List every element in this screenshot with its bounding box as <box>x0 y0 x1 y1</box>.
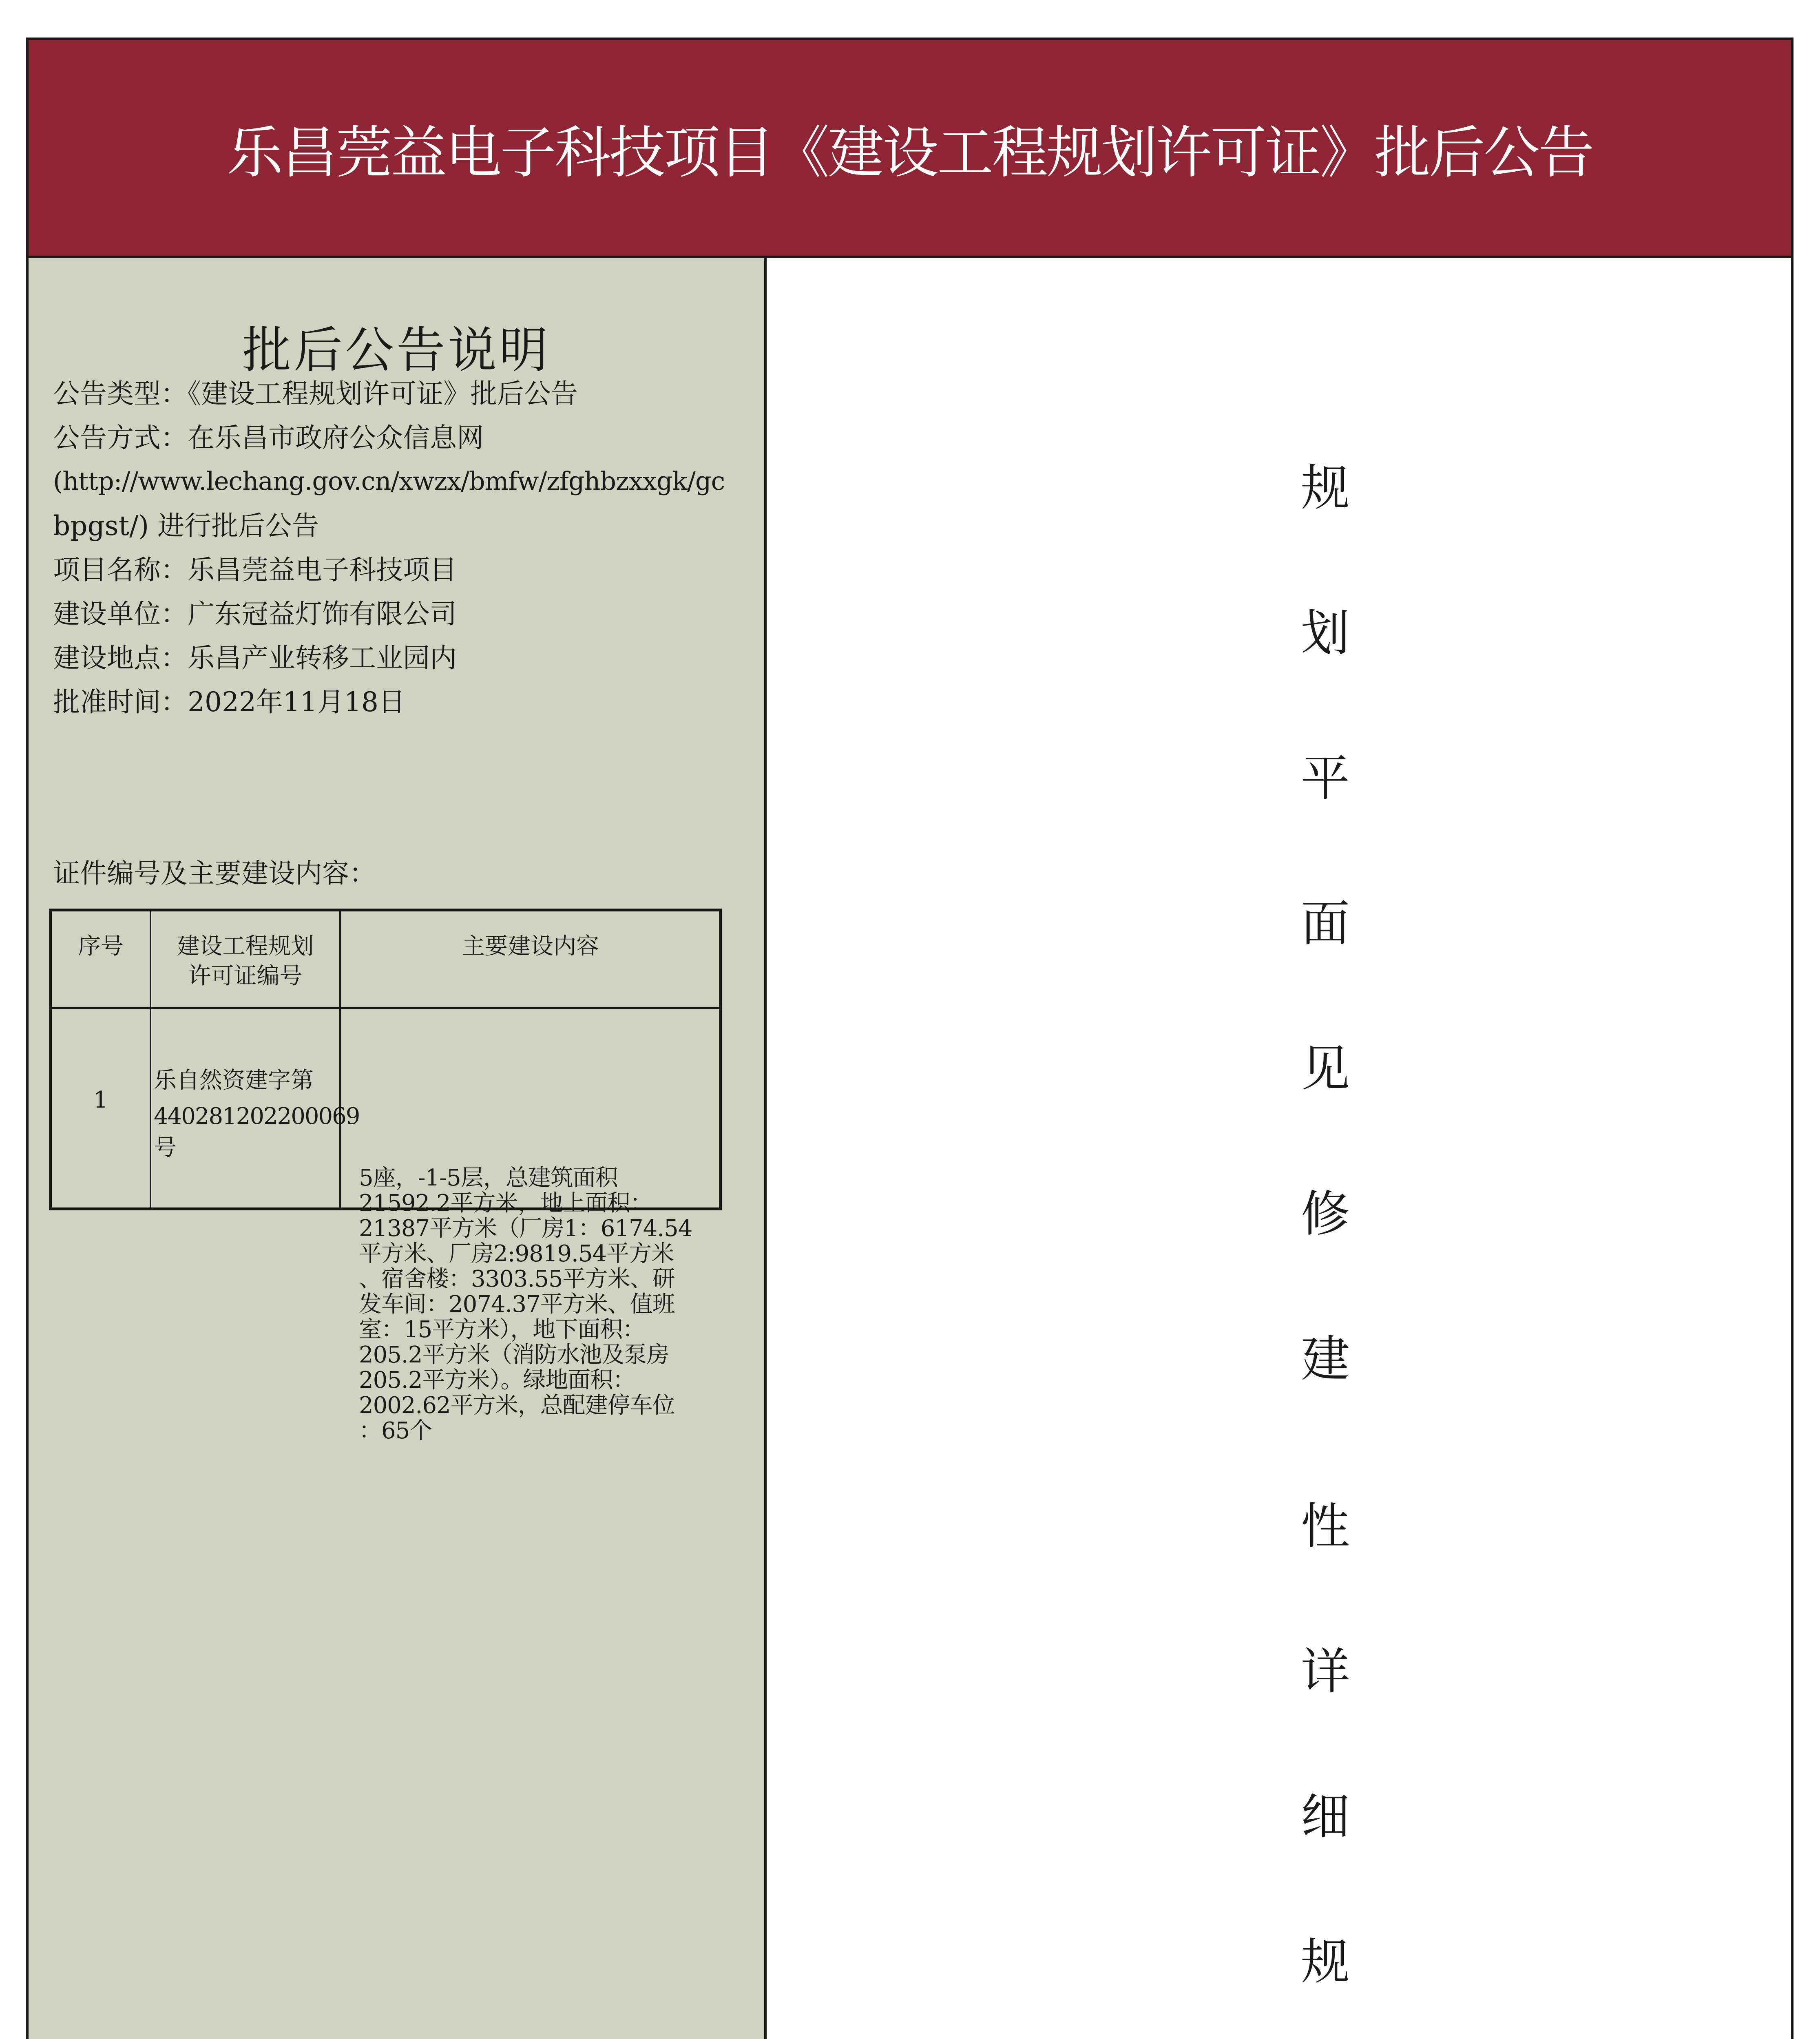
notice-frame <box>26 38 1793 2039</box>
plan-placeholder-vertical-text <box>1285 460 1366 2039</box>
vertical-char: 建 <box>1301 1331 1350 1388</box>
cert-section-label: 证件编号及主要建设内容： <box>53 858 376 889</box>
page-title: 乐昌莞益电子科技项目《建设工程规划许可证》批后公告 <box>226 119 1593 186</box>
table-header-cert-no: 建设工程规划 许可证编号 <box>177 933 314 989</box>
table-header-content: 主要建设内容 <box>462 933 599 960</box>
info-row-type: 公告类型：《建设工程规划许可证》批后公告 <box>53 378 578 409</box>
header-banner <box>29 40 1791 258</box>
vertical-char: 修 <box>1301 1186 1350 1243</box>
vertical-char: 平 <box>1301 750 1350 807</box>
vertical-char: 见 <box>1301 1041 1350 1097</box>
table-header-divider <box>52 1007 719 1009</box>
vertical-char: 划 <box>1301 605 1350 662</box>
info-row-url-tail: bpgst/) 进行批后公告 <box>53 510 319 542</box>
info-row-location: 建设地点：乐昌产业转移工业园内 <box>53 642 457 674</box>
table-cell-cert-line1: 乐自然资建字第 <box>154 1067 314 1094</box>
info-list <box>53 380 746 733</box>
info-row-url[interactable]: (http://www.lechang.gov.cn/xwzx/bmfw/zfghbzxxgk/gc <box>53 466 725 496</box>
info-row-project: 项目名称：乐昌莞益电子科技项目 <box>53 554 457 586</box>
vertical-char: 面 <box>1301 896 1350 952</box>
vertical-char: 细 <box>1301 1789 1350 1845</box>
info-row-method: 公告方式：在乐昌市政府公众信息网 <box>53 422 484 453</box>
vertical-char: 规 <box>1301 1934 1350 1990</box>
info-row-builder: 建设单位：广东冠益灯饰有限公司 <box>53 598 457 630</box>
table-cell-cert-line3: 号 <box>154 1134 177 1161</box>
notice-description-panel <box>29 258 767 2039</box>
table-cell-content: 5座，-1-5层，总建筑面积 21592.2平方米，地上面积： 21387平方米（厂房1：6174.54 平方米、厂房2:9819.54平方米 、宿舍楼：3303.55平方米、研 发车间：2074.37平方米、值班 室：15平方米），地下面积： 205.2平方米（消防水池及泵房 205.2平方米）。绿地面积： 2002.62平方米，总配建停车位 ：65个 <box>359 1165 692 1444</box>
vertical-char: 详 <box>1301 1643 1350 1700</box>
table-header-index: 序号 <box>78 933 124 960</box>
panel-title: 批后公告说明 <box>242 322 551 379</box>
table-cell-index: 1 <box>93 1087 108 1113</box>
table-cell-cert-line2: 440281202200069 <box>154 1103 360 1130</box>
vertical-char: 性 <box>1301 1498 1350 1555</box>
vertical-char: 规 <box>1301 460 1350 517</box>
info-row-date: 批准时间：2022年11月18日 <box>53 686 405 718</box>
